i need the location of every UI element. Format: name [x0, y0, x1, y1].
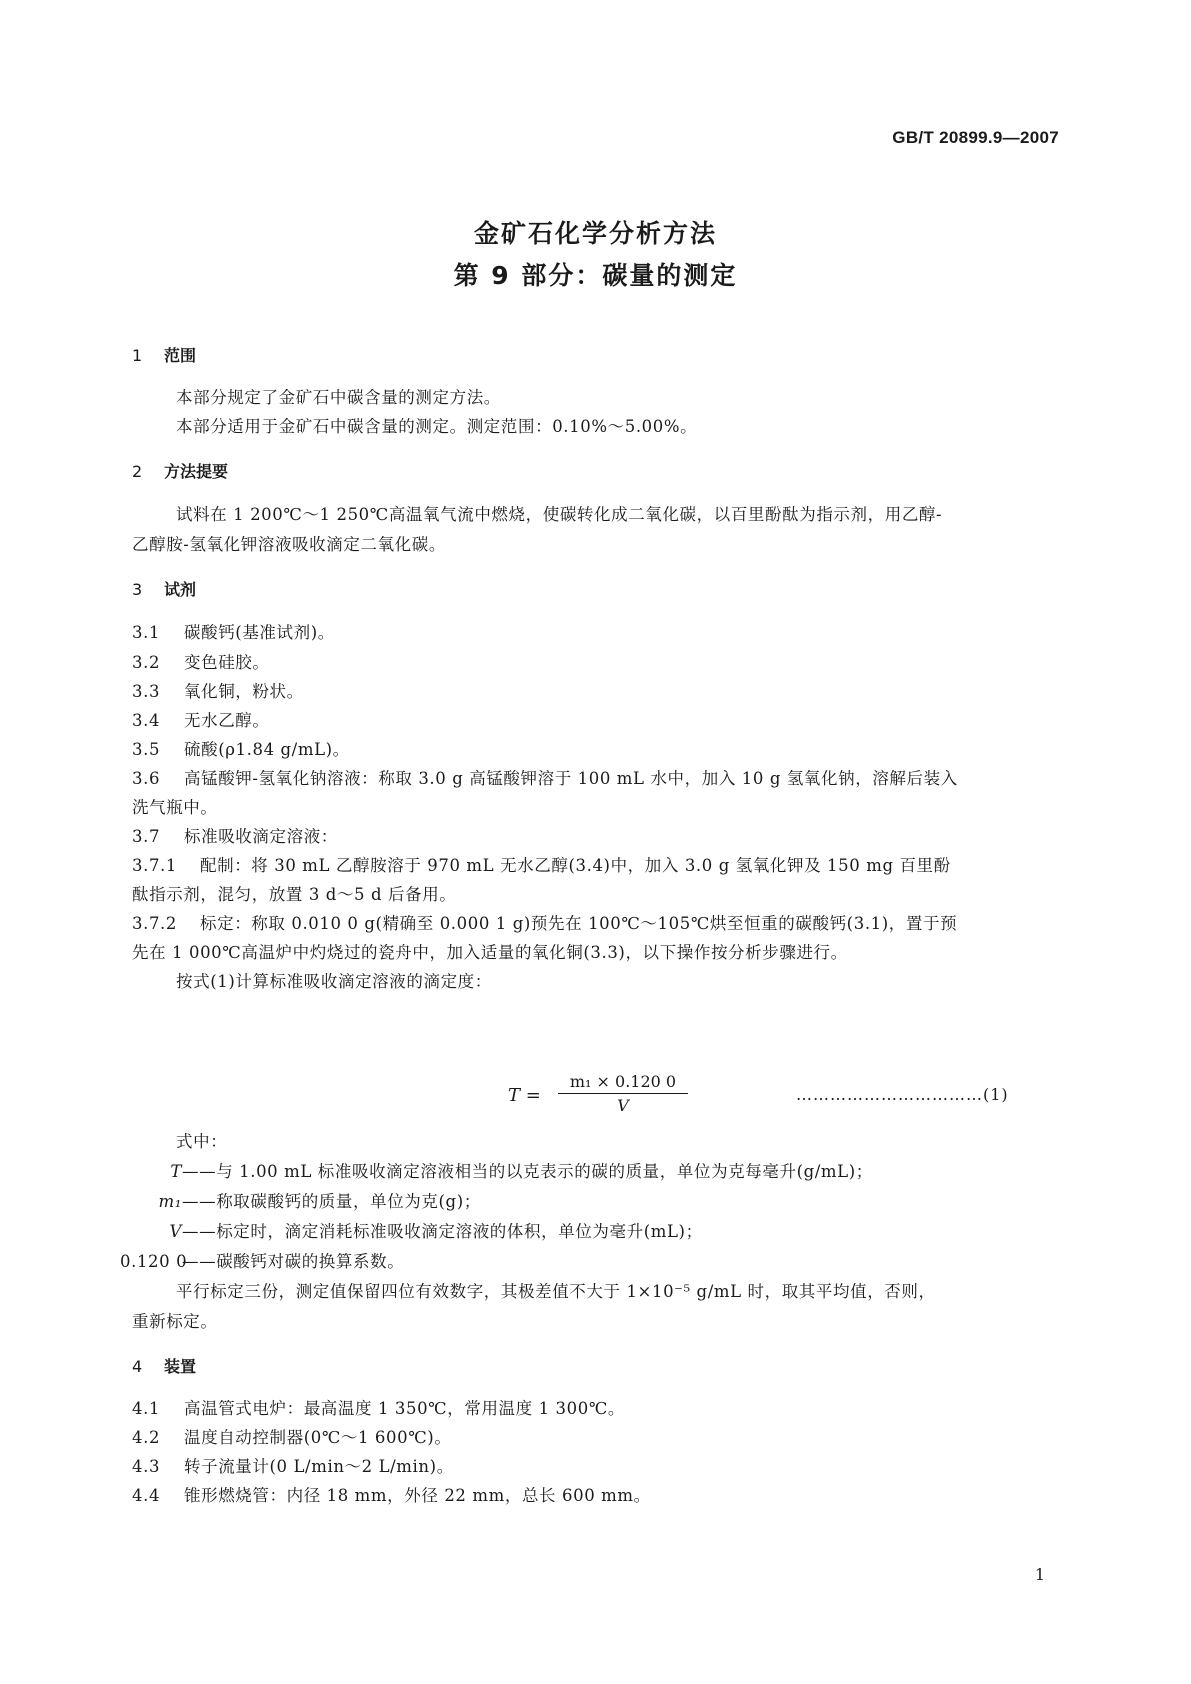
item-number: 3.3 [132, 682, 161, 701]
equation-number: ……………………………(1) [796, 1085, 1009, 1104]
section-1-heading [132, 343, 196, 366]
item-number: 3.2 [132, 653, 161, 672]
list-item [132, 852, 951, 876]
paragraph: 本部分规定了金矿石中碳含量的测定方法。 [176, 388, 501, 407]
paragraph: 本部分适用于金矿石中碳含量的测定。测定范围：0.10%～5.00%。 [176, 417, 698, 436]
variable-definition [120, 1188, 481, 1212]
list-item [132, 1482, 651, 1506]
list-item-continuation: 洗气瓶中。 [132, 798, 218, 817]
list-item [132, 707, 270, 731]
section-title: 试剂 [164, 580, 197, 599]
item-text: 无水乙醇。 [184, 711, 270, 730]
formula-fraction [558, 1072, 688, 1115]
item-number: 4.3 [132, 1457, 161, 1476]
section-title: 方法提要 [164, 462, 229, 481]
variable-symbol: T [170, 1162, 182, 1181]
item-number: 3.7.2 [132, 914, 177, 933]
variable-description: ——称取碳酸钙的质量，单位为克(g)； [182, 1192, 481, 1211]
variable-definition [120, 1248, 404, 1272]
section-number: 1 [132, 346, 143, 365]
list-item-continuation: 酞指示剂，混匀，放置 3 d～5 d 后备用。 [132, 885, 457, 904]
list-item [132, 823, 338, 847]
paragraph: 试料在 1 200℃～1 250℃高温氧气流中燃烧，使碳转化成二氧化碳，以百里酚酞为指示剂，用乙醇- [176, 505, 943, 524]
section-number: 2 [132, 462, 143, 481]
formula-numerator: m₁ × 0.120 0 [569, 1072, 677, 1091]
item-number: 4.2 [132, 1428, 161, 1447]
item-number: 3.7 [132, 827, 161, 846]
section-number: 3 [132, 580, 143, 599]
section-title: 范围 [164, 346, 197, 365]
variable-symbol: 0.120 0 [120, 1252, 188, 1271]
item-text: 温度自动控制器(0℃～1 600℃)。 [184, 1428, 452, 1447]
document-title: 金矿石化学分析方法 [473, 219, 717, 248]
item-text: 锥形燃烧管：内径 18 mm，外径 22 mm，总长 600 mm。 [184, 1486, 651, 1505]
item-text: 碳酸钙(基准试剂)。 [184, 623, 335, 642]
item-text: 标准吸收滴定溶液： [184, 827, 338, 846]
variable-description: ——碳酸钙对碳的换算系数。 [182, 1252, 405, 1271]
item-text: 标定：称取 0.010 0 g(精确至 0.000 1 g)预先在 100℃～105℃烘至恒重的碳酸钙(3.1)，置于预 [200, 914, 958, 933]
formula-lhs: T = [508, 1085, 541, 1106]
section-number: 4 [132, 1357, 143, 1376]
item-number: 4.4 [132, 1486, 161, 1505]
list-item [132, 649, 270, 673]
section-4-heading [132, 1354, 196, 1377]
standard-code: GB/T 20899.9—2007 [892, 128, 1059, 147]
formula-denominator: V [617, 1096, 629, 1115]
list-item [132, 765, 958, 789]
list-item [132, 1453, 454, 1477]
where-label: 式中： [176, 1132, 228, 1151]
item-number: 3.6 [132, 769, 161, 788]
item-text: 硫酸(ρ1.84 g/mL)。 [184, 740, 350, 759]
item-number: 3.1 [132, 623, 161, 642]
list-item-continuation: 先在 1 000℃高温炉中灼烧过的瓷舟中，加入适量的氧化铜(3.3)，以下操作按分析步骤进行。 [132, 943, 848, 962]
item-text: 变色硅胶。 [184, 653, 270, 672]
variable-description: ——与 1.00 mL 标准吸收滴定溶液相当的以克表示的碳的质量，单位为克每毫升(g/mL)； [182, 1162, 873, 1181]
variable-symbol: V [169, 1222, 182, 1241]
item-text: 转子流量计(0 L/min～2 L/min)。 [184, 1457, 454, 1476]
list-item [132, 1424, 451, 1448]
variable-description: ——标定时，滴定消耗标准吸收滴定溶液的体积，单位为毫升(mL)； [182, 1222, 703, 1241]
item-number: 3.7.1 [132, 856, 177, 875]
variable-definition [120, 1158, 873, 1182]
item-text: 高锰酸钾-氢氧化钠溶液：称取 3.0 g 高锰酸钾溶于 100 mL 水中，加入 10 g 氢氧化钠，溶解后装入 [184, 769, 958, 788]
section-2-heading [132, 459, 228, 482]
item-text: 氧化铜，粉状。 [184, 682, 304, 701]
item-number: 4.1 [132, 1399, 161, 1418]
section-3-heading [132, 577, 196, 600]
paragraph: 乙醇胺-氢氧化钾溶液吸收滴定二氧化碳。 [132, 535, 446, 554]
section-title: 装置 [164, 1357, 197, 1376]
list-item [132, 910, 957, 934]
page-number: 1 [1034, 1565, 1045, 1584]
list-item [132, 619, 335, 643]
item-number: 3.4 [132, 711, 161, 730]
document-subtitle: 第 9 部分：碳量的测定 [453, 261, 738, 290]
list-item [132, 678, 304, 702]
paragraph: 按式(1)计算标准吸收滴定溶液的滴定度： [176, 972, 492, 991]
variable-symbol: m₁ [158, 1192, 182, 1211]
item-text: 配制：将 30 mL 乙醇胺溶于 970 mL 无水乙醇(3.4)中，加入 3.0 g 氢氧化钾及 150 mg 百里酚 [200, 856, 951, 875]
variable-definition [120, 1218, 703, 1242]
item-text: 高温管式电炉：最高温度 1 350℃，常用温度 1 300℃。 [184, 1399, 625, 1418]
list-item [132, 736, 350, 760]
formula [508, 1072, 688, 1124]
fraction-bar [558, 1093, 688, 1094]
item-number: 3.5 [132, 740, 161, 759]
list-item [132, 1395, 625, 1419]
paragraph: 平行标定三份，测定值保留四位有效数字，其极差值不大于 1×10⁻⁵ g/mL 时，取其平均值，否则， [176, 1282, 936, 1301]
paragraph: 重新标定。 [132, 1312, 218, 1331]
